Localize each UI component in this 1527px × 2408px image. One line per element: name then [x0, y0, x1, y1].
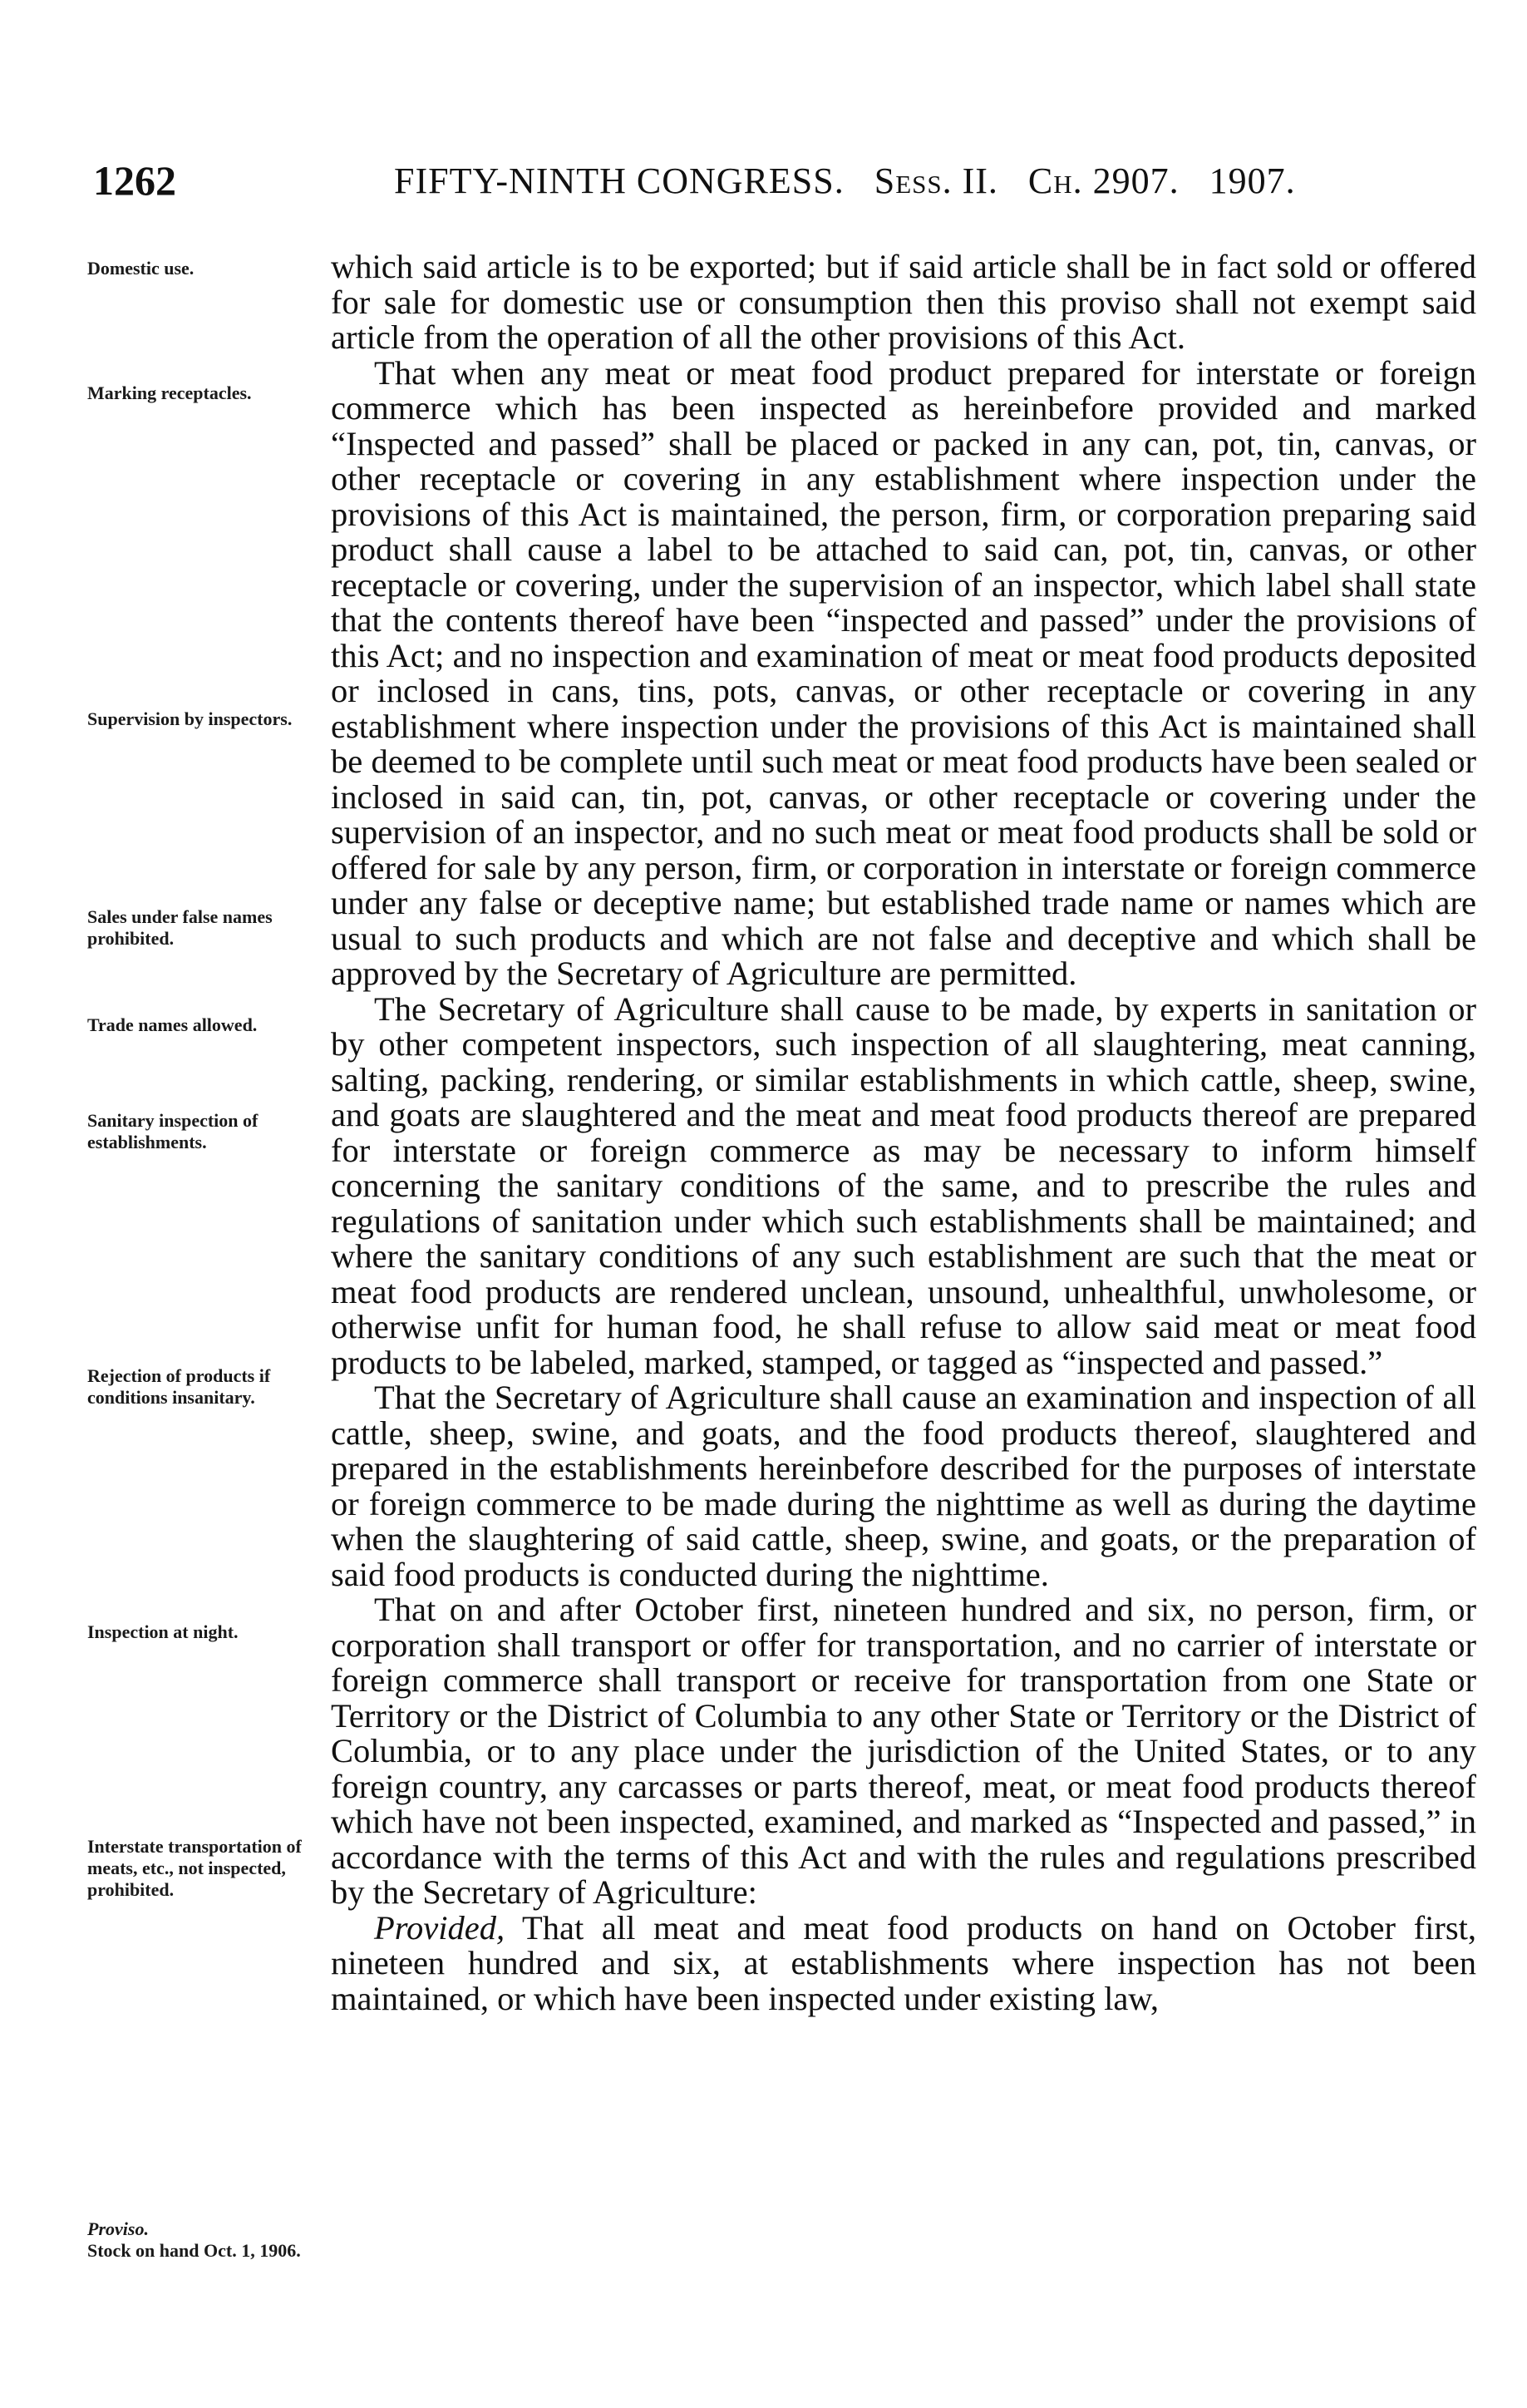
- session-label: Sess. II.: [874, 160, 998, 201]
- paragraph-proviso: [331, 1908, 1476, 2017]
- margin-note-sanitary: Sanitary inspection of establishments.: [87, 1110, 259, 1152]
- margin-note-sales: Sales under false names prohibited.: [87, 906, 273, 949]
- year-label: 1907.: [1209, 160, 1296, 201]
- margin-note-marking: Marking receptacles.: [87, 382, 252, 403]
- running-head-title: [394, 160, 1296, 202]
- provided-lead: Provided,: [374, 1908, 505, 1947]
- running-header: [93, 156, 1456, 215]
- congress-title: FIFTY-NINTH CONGRESS.: [394, 160, 845, 201]
- margin-note-night: Inspection at night.: [87, 1621, 239, 1642]
- paragraph-domestic-use: which said article is to be exported; but if said article shall be in fact sold or offered for sale for domestic use or consumption then this proviso shall not exempt said article from the operation of all the other provisions of this Act.: [331, 248, 1476, 356]
- chapter-label: Ch. 2907.: [1027, 160, 1180, 201]
- paragraph-sanitary-inspection: The Secretary of Agriculture shall cause to be made, by experts in sanitation or by other competent inspectors, such inspection of all slaughtering, meat canning, salting, packing, rendering, or similar establishments in which cattle, sheep, swine, and goats are slaughtered and the meat and meat food products thereof are prepared for interstate or foreign commerce as may be necessary to inform himself concerning the sanitary conditions of the same, and to prescribe the rules and regulations of sanitation under which such establishments shall be maintained; and where the sanitary conditions of any such establishment are such that the meat or meat food products are rendered unclean, unsound, unhealthful, unwholesome, or otherwise unfit for human food, he shall refuse to allow said meat or meat food products to be labeled, marked, stamped, or tagged as “inspected and passed.”: [331, 989, 1476, 1381]
- proviso-text: That all meat and meat food products on hand on October first, nineteen hundred and six, at establishments where inspection has not been maintained, or which have been inspected under existing law,: [331, 1908, 1476, 2017]
- margin-note-domestic-use: Domestic use.: [87, 258, 195, 279]
- margin-note-interstate: Interstate transportation of meats, etc., not inspected, prohibited.: [87, 1836, 302, 1900]
- paragraph-interstate-transport: That on and after October first, nineteen hundred and six, no person, firm, or corporation shall transport or offer for transportation, and no carrier of interstate or foreign commerce shall transport or receive for transportation from one State or Territory or the District of Columbia to any other State or Territory or the District of Columbia, or to any place under the jurisdiction of the United States, or to any foreign country, any carcasses or parts thereof, meat, or meat food products thereof which have not been inspected, examined, and marked as “Inspected and passed,” in accordance with the terms of this Act and with the rules and regulations prescribed by the Secretary of Agriculture:: [331, 1591, 1476, 1911]
- paragraph-night-inspection: That the Secretary of Agriculture shall cause an examination and inspection of all cattle, sheep, swine, and goats, and the food products thereof, slaughtered and prepared in the establishments hereinbefore described for the purposes of interstate or foreign commerce to be made during the nighttime as well as during the daytime when the slaughtering of said cattle, sheep, swine, and goats, or the preparation of said food products is conducted during the nighttime.: [331, 1379, 1476, 1593]
- margin-note-proviso: [87, 2218, 345, 2262]
- margin-note-supervision: Supervision by inspectors.: [87, 708, 293, 729]
- proviso-label: Proviso.: [87, 2218, 149, 2239]
- margin-note-trade-names: Trade names allowed.: [87, 1014, 258, 1035]
- margin-note-rejection: Rejection of products if conditions insanitary.: [87, 1365, 271, 1408]
- page-number: 1262: [93, 157, 176, 204]
- paragraph-marking-receptacles: That when any meat or meat food product prepared for interstate or foreign commerce which has been inspected as hereinbefore provided and marked “Inspected and passed” shall be placed or packed in any can, pot, tin, canvas, or other receptacle or covering in any establishment where inspection under the provisions of this Act is maintained, the person, firm, or corporation preparing said product shall cause a label to be attached to said can, pot, tin, canvas, or other receptacle or covering, under the supervision of an inspector, which label shall state that the contents thereof have been “inspected and passed” under the provisions of this Act; and no inspection and examination of meat or meat food products deposited or inclosed in cans, tins, pots, canvas, or other receptacle or covering in any establishment where inspection under the provisions of this Act is maintained shall be deemed to be complete until such meat or meat food products have been sealed or inclosed in said can, tin, pot, canvas, or other receptacle or covering under the supervision of an inspector, and no such meat or meat food products shall be sold or offered for sale by any person, firm, or corporation in interstate or foreign commerce under any false or deceptive name; but established trade name or names which are usual to such products and which are not false and deceptive and which shall be approved by the Secretary of Agriculture are permitted.: [331, 353, 1476, 992]
- proviso-note-text: Stock on hand Oct. 1, 1906.: [87, 2240, 301, 2261]
- body-text: [331, 249, 1476, 2016]
